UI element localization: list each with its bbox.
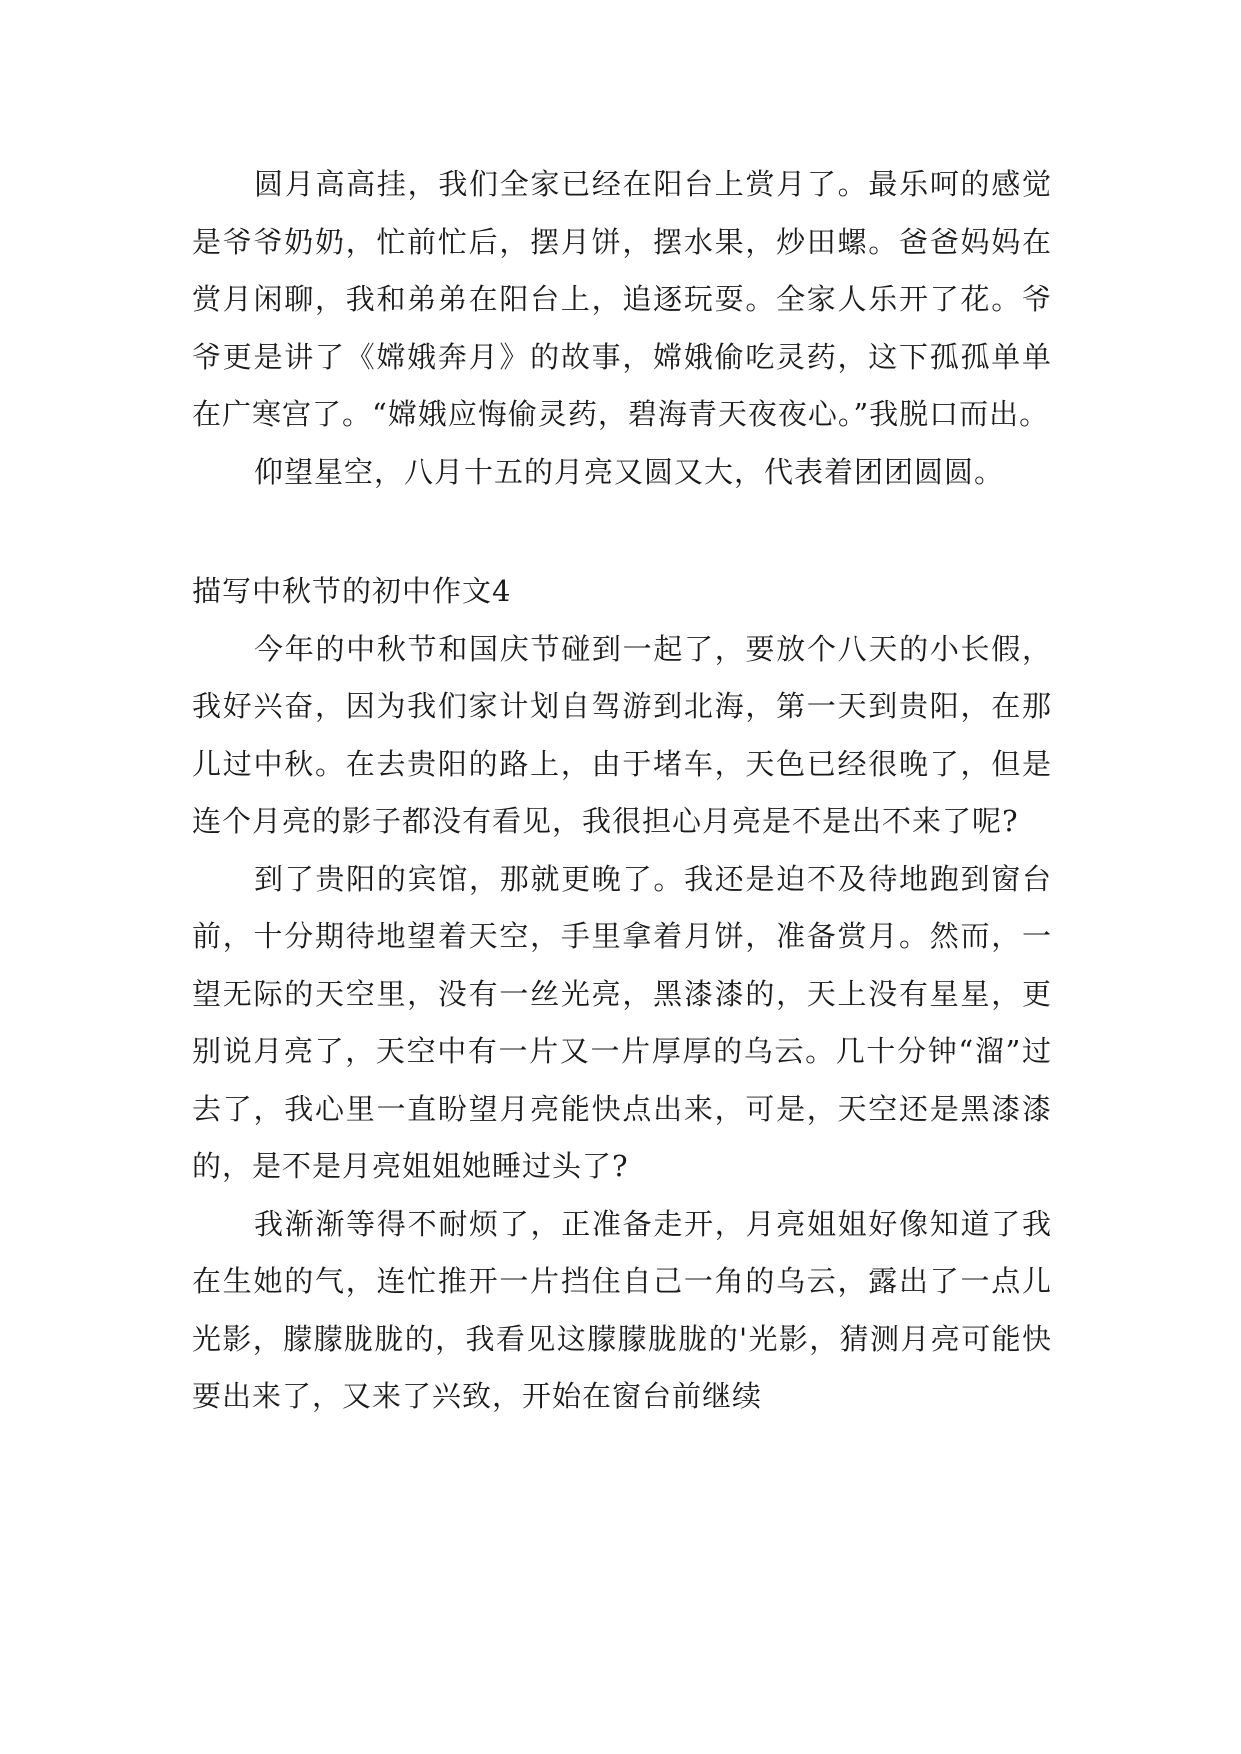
essay-4 [192,563,1052,1426]
paragraph-holiday-trip: 今年的中秋节和国庆节碰到一起了，要放个八天的小长假，我好兴奋，因为我们家计划自驾游到北海，第一天到贵阳，在那儿过中秋。在去贵阳的路上，由于堵车，天色已经很晚了，但是连个月亮的影子都没有看见，我很担心月亮是不是出不来了呢? [192,631,1052,838]
paragraph-starry-sky: 仰望星空，八月十五的月亮又圆又大，代表着团团圆圆。 [254,454,1005,489]
essay-heading: 描写中秋节的初中作文4 [192,574,512,608]
paragraph-hotel-window: 到了贵阳的宾馆，那就更晚了。我还是迫不及待地跑到窗台前，十分期待地望着天空，手里拿着月饼，准备赏月。然而，一望无际的天空里，没有一丝光亮，黑漆漆的，天上没有星星，更别说月亮了，天空中有一片又一片厚厚的乌云。几十分钟“溜”过去了，我心里一直盼望月亮能快点出来，可是，天空还是黑漆漆的，是不是月亮姐姐她睡过头了? [192,861,1052,1183]
paragraph-moon-appears: 我渐渐等得不耐烦了，正准备走开，月亮姐姐好像知道了我在生她的气，连忙推开一片挡住自己一角的乌云，露出了一点儿光影，朦朦胧胧的，我看见这朦朦胧胧的'光影，猜测月亮可能快要出来了，又来了兴致，开始在窗台前继续 [192,1206,1052,1413]
essay-3-continuation [192,156,1052,501]
paragraph-moon-viewing-family: 圆月高高挂，我们全家已经在阳台上赏月了。最乐呵的感觉是爷爷奶奶，忙前忙后，摆月饼，摆水果，炒田螺。爸爸妈妈在赏月闲聊，我和弟弟在阳台上，追逐玩耍。全家人乐开了花。爷爷更是讲了《嫦娥奔月》的故事，嫦娥偷吃灵药，这下孤孤单单在广寒宫了。“嫦娥应悔偷灵药，碧海青天夜夜心。”我脱口而出。 [192,167,1052,431]
